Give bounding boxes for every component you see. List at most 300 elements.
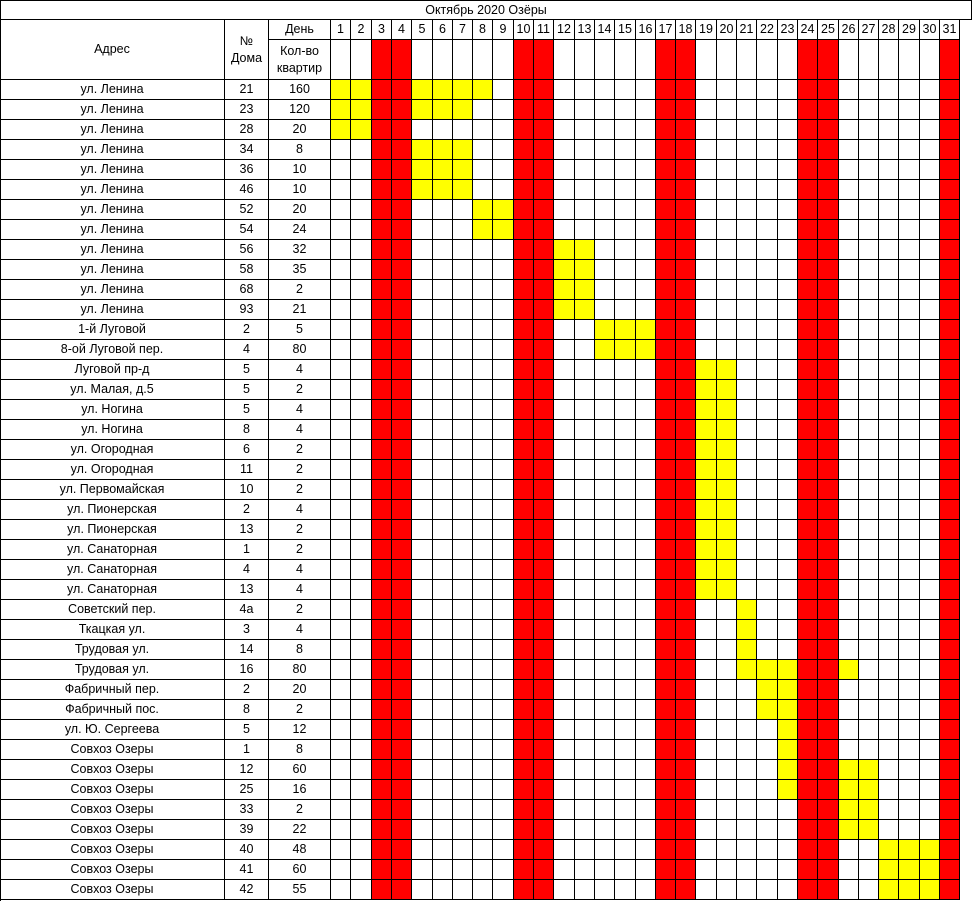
weekend-cell: [392, 180, 412, 200]
row-flats-count: 4: [269, 500, 331, 520]
day-cell: [778, 440, 798, 460]
day-cell: [859, 440, 879, 460]
scheduled-cell: [575, 300, 595, 320]
day-cell: [636, 660, 656, 680]
day-cell: [453, 300, 473, 320]
weekend-cell: [940, 360, 960, 380]
row-flats-count: 2: [269, 540, 331, 560]
day-cell: [493, 500, 514, 520]
day-cell: [473, 780, 493, 800]
day-cell: [575, 400, 595, 420]
weekend-cell: [372, 200, 392, 220]
day-cell: [453, 240, 473, 260]
day-cell: [453, 600, 473, 620]
weekend-cell: [656, 840, 676, 860]
day-cell: [331, 820, 351, 840]
scheduled-cell: [331, 100, 351, 120]
day-number-18: 18: [676, 20, 696, 40]
day-cell: [757, 760, 778, 780]
day-cell: [920, 680, 940, 700]
weekend-cell: [514, 300, 534, 320]
weekend-cell: [534, 420, 554, 440]
scheduled-cell: [493, 220, 514, 240]
scheduled-cell: [839, 780, 859, 800]
scheduled-cell: [453, 160, 473, 180]
day-cell: [839, 500, 859, 520]
day-cell: [859, 140, 879, 160]
weekend-cell: [534, 840, 554, 860]
day-cell: [615, 160, 636, 180]
day-cell: [615, 720, 636, 740]
day-cell: [839, 380, 859, 400]
day-cell: [412, 880, 433, 900]
weekend-cell: [940, 80, 960, 100]
day-header-blank: [839, 40, 859, 80]
day-cell: [412, 220, 433, 240]
scheduled-cell: [351, 120, 372, 140]
day-cell: [473, 240, 493, 260]
row-address: Совхоз Озеры: [0, 760, 225, 780]
day-cell: [757, 260, 778, 280]
day-cell: [696, 280, 717, 300]
day-cell: [757, 740, 778, 760]
weekend-cell: [372, 440, 392, 460]
scheduled-cell: [696, 380, 717, 400]
day-cell: [839, 180, 859, 200]
scheduled-cell: [920, 840, 940, 860]
row-flats-count: 60: [269, 860, 331, 880]
day-cell: [737, 220, 757, 240]
row-flats-count: 55: [269, 880, 331, 900]
day-cell: [433, 720, 453, 740]
day-cell: [899, 180, 920, 200]
weekend-cell: [514, 440, 534, 460]
weekend-cell: [656, 600, 676, 620]
day-cell: [433, 300, 453, 320]
weekend-cell: [798, 780, 818, 800]
day-cell: [717, 220, 737, 240]
day-cell: [595, 840, 615, 860]
weekend-cell: [372, 520, 392, 540]
scheduled-cell: [757, 660, 778, 680]
day-cell: [595, 160, 615, 180]
weekend-cell: [372, 800, 392, 820]
day-cell: [899, 140, 920, 160]
weekend-cell: [940, 660, 960, 680]
day-cell: [575, 520, 595, 540]
scheduled-cell: [778, 680, 798, 700]
day-cell: [920, 540, 940, 560]
day-cell: [554, 780, 575, 800]
day-cell: [696, 600, 717, 620]
day-cell: [473, 300, 493, 320]
weekend-cell: [392, 220, 412, 240]
day-cell: [636, 420, 656, 440]
weekend-cell: [514, 600, 534, 620]
scheduled-cell: [412, 100, 433, 120]
weekend-cell: [656, 460, 676, 480]
day-cell: [636, 480, 656, 500]
weekend-cell: [676, 460, 696, 480]
day-cell: [493, 280, 514, 300]
weekend-cell: [656, 480, 676, 500]
scheduled-cell: [778, 760, 798, 780]
weekend-cell: [798, 160, 818, 180]
day-number-28: 28: [879, 20, 899, 40]
row-flats-count: 12: [269, 720, 331, 740]
day-cell: [433, 360, 453, 380]
day-cell: [595, 460, 615, 480]
row-house-number: 3: [225, 620, 269, 640]
day-cell: [575, 700, 595, 720]
scheduled-cell: [899, 860, 920, 880]
day-cell: [717, 120, 737, 140]
scheduled-cell: [595, 320, 615, 340]
day-cell: [453, 420, 473, 440]
row-house-number: 6: [225, 440, 269, 460]
row-house-number: 5: [225, 360, 269, 380]
day-cell: [839, 420, 859, 440]
day-cell: [331, 720, 351, 740]
day-cell: [920, 300, 940, 320]
scheduled-cell: [696, 460, 717, 480]
weekend-cell: [798, 860, 818, 880]
day-cell: [920, 760, 940, 780]
day-cell: [899, 580, 920, 600]
day-number-12: 12: [554, 20, 575, 40]
weekend-cell: [818, 580, 839, 600]
weekend-cell: [676, 620, 696, 640]
day-cell: [696, 760, 717, 780]
day-cell: [899, 720, 920, 740]
day-cell: [636, 640, 656, 660]
weekend-cell: [798, 520, 818, 540]
day-header-blank: [514, 40, 534, 80]
day-cell: [473, 280, 493, 300]
day-cell: [351, 540, 372, 560]
weekend-cell: [940, 620, 960, 640]
day-cell: [351, 520, 372, 540]
weekend-cell: [676, 540, 696, 560]
day-cell: [778, 360, 798, 380]
day-cell: [696, 100, 717, 120]
day-header-blank: [717, 40, 737, 80]
day-cell: [351, 600, 372, 620]
row-address: ул. Ленина: [0, 80, 225, 100]
weekend-cell: [372, 840, 392, 860]
weekend-cell: [392, 500, 412, 520]
day-cell: [859, 720, 879, 740]
day-cell: [453, 840, 473, 860]
weekend-cell: [372, 420, 392, 440]
weekend-cell: [392, 200, 412, 220]
day-cell: [778, 640, 798, 660]
day-cell: [351, 360, 372, 380]
day-cell: [473, 400, 493, 420]
scheduled-cell: [412, 160, 433, 180]
weekend-cell: [534, 560, 554, 580]
day-cell: [717, 720, 737, 740]
day-cell: [778, 600, 798, 620]
row-house-number: 12: [225, 760, 269, 780]
day-cell: [636, 380, 656, 400]
weekend-cell: [818, 760, 839, 780]
weekend-cell: [534, 520, 554, 540]
day-number-30: 30: [920, 20, 940, 40]
day-cell: [595, 220, 615, 240]
weekend-cell: [798, 260, 818, 280]
weekend-cell: [940, 380, 960, 400]
row-flats-count: 2: [269, 480, 331, 500]
day-cell: [351, 240, 372, 260]
day-cell: [757, 140, 778, 160]
day-cell: [696, 840, 717, 860]
scheduled-cell: [473, 220, 493, 240]
scheduled-cell: [899, 840, 920, 860]
day-number-4: 4: [392, 20, 412, 40]
weekend-cell: [514, 800, 534, 820]
day-cell: [331, 340, 351, 360]
scheduled-cell: [696, 560, 717, 580]
weekend-cell: [818, 260, 839, 280]
day-cell: [493, 260, 514, 280]
day-cell: [757, 440, 778, 460]
day-cell: [331, 620, 351, 640]
day-cell: [737, 520, 757, 540]
day-cell: [615, 420, 636, 440]
day-cell: [778, 520, 798, 540]
day-cell: [351, 400, 372, 420]
day-cell: [757, 100, 778, 120]
weekend-cell: [818, 440, 839, 460]
day-cell: [554, 120, 575, 140]
day-header-blank: [392, 40, 412, 80]
day-header-blank: [372, 40, 392, 80]
row-flats-count: 60: [269, 760, 331, 780]
day-cell: [899, 160, 920, 180]
scheduled-cell: [696, 520, 717, 540]
day-cell: [412, 660, 433, 680]
day-number-22: 22: [757, 20, 778, 40]
day-cell: [453, 400, 473, 420]
day-cell: [737, 160, 757, 180]
row-address: ул. Пионерская: [0, 500, 225, 520]
weekend-cell: [676, 740, 696, 760]
day-cell: [554, 720, 575, 740]
day-cell: [737, 760, 757, 780]
day-number-2: 2: [351, 20, 372, 40]
weekend-cell: [676, 320, 696, 340]
day-cell: [615, 400, 636, 420]
day-cell: [493, 380, 514, 400]
weekend-cell: [676, 780, 696, 800]
day-cell: [839, 700, 859, 720]
scheduled-cell: [778, 780, 798, 800]
row-flats-count: 2: [269, 440, 331, 460]
day-cell: [595, 200, 615, 220]
weekend-cell: [392, 340, 412, 360]
day-cell: [879, 200, 899, 220]
day-cell: [473, 660, 493, 680]
day-cell: [493, 420, 514, 440]
weekend-cell: [676, 480, 696, 500]
row-flats-count: 20: [269, 680, 331, 700]
day-cell: [696, 300, 717, 320]
weekend-cell: [534, 620, 554, 640]
weekend-cell: [392, 680, 412, 700]
day-cell: [554, 380, 575, 400]
day-cell: [717, 340, 737, 360]
day-cell: [433, 420, 453, 440]
day-cell: [493, 760, 514, 780]
weekend-cell: [818, 680, 839, 700]
weekend-cell: [534, 580, 554, 600]
day-cell: [839, 740, 859, 760]
weekend-cell: [798, 540, 818, 560]
day-header-blank: [433, 40, 453, 80]
weekend-cell: [514, 560, 534, 580]
row-house-number: 33: [225, 800, 269, 820]
day-cell: [493, 240, 514, 260]
row-address: Фабричный пер.: [0, 680, 225, 700]
day-cell: [717, 180, 737, 200]
day-cell: [453, 880, 473, 900]
day-cell: [757, 520, 778, 540]
row-house-number: 8: [225, 420, 269, 440]
day-header-blank: [676, 40, 696, 80]
scheduled-cell: [717, 360, 737, 380]
day-header-blank: [554, 40, 575, 80]
day-cell: [351, 680, 372, 700]
day-number-29: 29: [899, 20, 920, 40]
day-cell: [595, 860, 615, 880]
weekend-cell: [656, 520, 676, 540]
day-cell: [737, 360, 757, 380]
day-cell: [595, 780, 615, 800]
day-cell: [412, 580, 433, 600]
day-cell: [433, 380, 453, 400]
day-cell: [859, 600, 879, 620]
weekend-cell: [656, 740, 676, 760]
scheduled-cell: [757, 700, 778, 720]
day-cell: [493, 580, 514, 600]
day-cell: [575, 100, 595, 120]
day-cell: [636, 80, 656, 100]
day-cell: [757, 380, 778, 400]
weekend-cell: [372, 260, 392, 280]
weekend-cell: [818, 840, 839, 860]
day-cell: [717, 780, 737, 800]
weekend-cell: [656, 420, 676, 440]
flats-count-header: [269, 40, 331, 80]
day-cell: [879, 160, 899, 180]
day-cell: [737, 140, 757, 160]
day-cell: [615, 100, 636, 120]
day-cell: [757, 800, 778, 820]
day-cell: [636, 280, 656, 300]
row-flats-count: 35: [269, 260, 331, 280]
day-header-blank: [696, 40, 717, 80]
day-cell: [839, 580, 859, 600]
row-house-number: 13: [225, 520, 269, 540]
row-flats-count: 5: [269, 320, 331, 340]
day-cell: [778, 340, 798, 360]
day-cell: [554, 340, 575, 360]
day-cell: [879, 460, 899, 480]
day-cell: [412, 500, 433, 520]
day-cell: [331, 480, 351, 500]
day-cell: [859, 100, 879, 120]
day-number-15: 15: [615, 20, 636, 40]
day-cell: [696, 820, 717, 840]
day-cell: [453, 500, 473, 520]
day-cell: [473, 800, 493, 820]
day-cell: [859, 380, 879, 400]
day-cell: [412, 480, 433, 500]
day-cell: [839, 640, 859, 660]
weekend-cell: [392, 420, 412, 440]
day-cell: [737, 460, 757, 480]
weekend-cell: [372, 740, 392, 760]
weekend-cell: [372, 540, 392, 560]
day-cell: [575, 780, 595, 800]
day-cell: [757, 840, 778, 860]
weekend-cell: [940, 320, 960, 340]
weekend-cell: [392, 320, 412, 340]
weekend-cell: [534, 260, 554, 280]
day-cell: [493, 600, 514, 620]
day-cell: [737, 420, 757, 440]
weekend-cell: [798, 100, 818, 120]
weekend-cell: [372, 820, 392, 840]
day-cell: [717, 840, 737, 860]
day-cell: [778, 240, 798, 260]
day-cell: [453, 320, 473, 340]
day-cell: [839, 620, 859, 640]
day-cell: [839, 360, 859, 380]
day-cell: [879, 740, 899, 760]
day-cell: [615, 480, 636, 500]
day-cell: [554, 680, 575, 700]
day-number-14: 14: [595, 20, 615, 40]
day-cell: [433, 800, 453, 820]
day-cell: [778, 320, 798, 340]
weekend-cell: [534, 640, 554, 660]
day-cell: [717, 240, 737, 260]
weekend-cell: [676, 420, 696, 440]
day-cell: [737, 880, 757, 900]
weekend-cell: [392, 600, 412, 620]
day-cell: [595, 700, 615, 720]
row-address: ул. Санаторная: [0, 560, 225, 580]
day-cell: [757, 360, 778, 380]
day-cell: [778, 220, 798, 240]
scheduled-cell: [412, 140, 433, 160]
day-cell: [737, 180, 757, 200]
weekend-cell: [798, 180, 818, 200]
day-cell: [899, 760, 920, 780]
row-flats-count: 160: [269, 80, 331, 100]
row-address: ул. Ленина: [0, 100, 225, 120]
day-cell: [899, 320, 920, 340]
row-house-number: 41: [225, 860, 269, 880]
day-cell: [615, 540, 636, 560]
row-address: ул. Огородная: [0, 440, 225, 460]
row-address: ул. Ленина: [0, 260, 225, 280]
day-cell: [757, 400, 778, 420]
scheduled-cell: [433, 160, 453, 180]
day-cell: [696, 260, 717, 280]
